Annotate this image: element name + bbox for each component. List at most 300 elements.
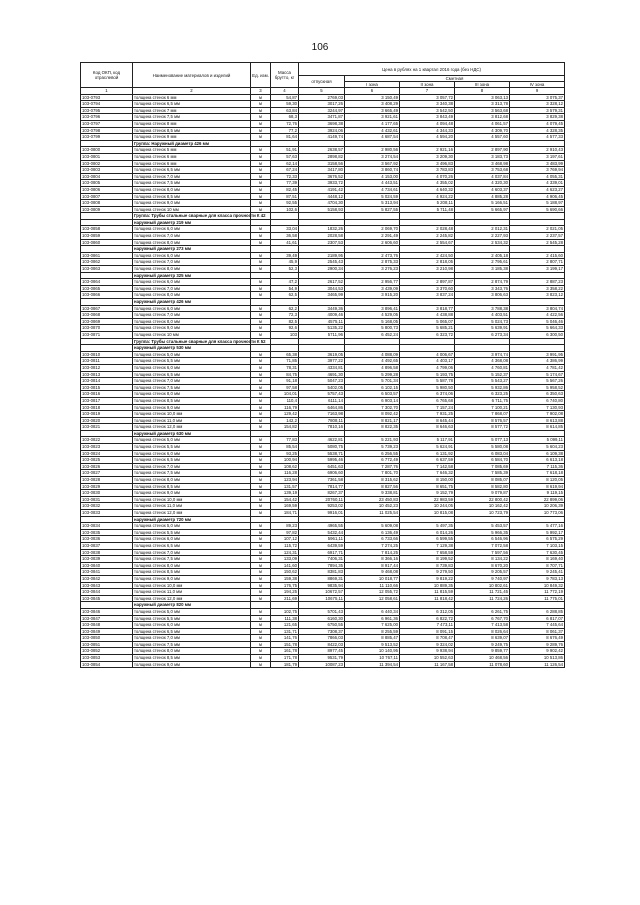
table-row xyxy=(81,523,565,530)
table-row xyxy=(81,648,565,655)
cell-otp: 5080,75 xyxy=(299,444,345,451)
cell-unit: м xyxy=(251,200,271,207)
cell-mass: 91,18 xyxy=(271,378,299,385)
cell-otp: 10087,23 xyxy=(299,661,345,668)
cell-zone-2: 3 818,77 xyxy=(400,305,455,312)
cell-code: 103-0817 xyxy=(81,397,133,404)
cell-zone-2: 2 921,16 xyxy=(400,147,455,154)
group-empty-cell xyxy=(400,219,455,226)
cell-zone-4: 4 328,35 xyxy=(510,127,565,134)
group-empty-cell xyxy=(345,338,400,345)
cell-zone-2: 4 438,88 xyxy=(400,312,455,319)
group-empty-cell xyxy=(455,602,510,609)
column-index-row xyxy=(81,88,565,95)
cell-otp: 7866,03 xyxy=(299,635,345,642)
cell-code: 103-0806 xyxy=(81,186,133,193)
cell-zone-1: 6 733,66 xyxy=(345,536,400,543)
cell-name: толщина стенок 6,0 мм xyxy=(133,279,251,286)
cell-zone-3: 5 166,51 xyxy=(455,200,510,207)
cell-unit: м xyxy=(251,292,271,299)
cell-zone-2: 5 065,07 xyxy=(400,318,455,325)
cell-name: толщина стенок 9,0 мм xyxy=(133,325,251,332)
group-row xyxy=(81,219,565,226)
cell-zone-4: 5 958,52 xyxy=(510,384,565,391)
cell-mass: 184,71 xyxy=(271,510,299,517)
group-empty-cell xyxy=(400,345,455,352)
group-empty-cell xyxy=(400,213,455,220)
cell-zone-4: 4 577,33 xyxy=(510,134,565,141)
table-row xyxy=(81,615,565,622)
group-empty-cell xyxy=(400,299,455,306)
cell-code: 103-0840 xyxy=(81,562,133,569)
cell-zone-1: 4 687,54 xyxy=(345,134,400,141)
column-index: 8 xyxy=(455,88,510,95)
cell-unit: м xyxy=(251,391,271,398)
cell-zone-1: 7 814,25 xyxy=(345,549,400,556)
table-row xyxy=(81,569,565,576)
cell-zone-1: 4 529,05 xyxy=(345,312,400,319)
group-empty-cell xyxy=(345,299,400,306)
cell-mass: 108,62 xyxy=(271,463,299,470)
cell-code: 103-0831 xyxy=(81,496,133,503)
cell-zone-4: 4 339,01 xyxy=(510,180,565,187)
cell-otp: 4691,30 xyxy=(299,371,345,378)
cell-zone-4: 7 902,08 xyxy=(510,411,565,418)
cell-otp: 3676,52 xyxy=(299,173,345,180)
cell-name: толщина стенок 9,0 мм xyxy=(133,661,251,668)
table-row xyxy=(81,641,565,648)
column-index: 1 xyxy=(81,88,133,95)
cell-name: толщина стенок 6,5 мм xyxy=(133,371,251,378)
cell-otp: 8267,37 xyxy=(299,490,345,497)
table-row xyxy=(81,279,565,286)
cell-code: 103-0812 xyxy=(81,364,133,371)
cell-zone-3: 8 582,80 xyxy=(455,483,510,490)
cell-zone-3: 5 932,86 xyxy=(455,384,510,391)
cell-name: толщина стенок 7,0 мм xyxy=(133,312,251,319)
cell-mass: 121,65 xyxy=(271,622,299,629)
cell-unit: м xyxy=(251,239,271,246)
cell-code: 103-0862 xyxy=(81,259,133,266)
cell-name: толщина стенок 8,0 мм xyxy=(133,266,251,273)
cell-name: толщина стенок 5,0 мм xyxy=(133,437,251,444)
cell-name: толщина стенок 10,0 мм xyxy=(133,411,251,418)
cell-name: толщина стенок 8,5 мм xyxy=(133,127,251,134)
cell-name: толщина стенок 11,0 мм xyxy=(133,417,251,424)
cell-otp: 7814,77 xyxy=(299,483,345,490)
cell-zone-3: 5 077,13 xyxy=(455,437,510,444)
cell-code: 103-0825 xyxy=(81,457,133,464)
cell-zone-3: 2 227,93 xyxy=(455,233,510,240)
group-row xyxy=(81,516,565,523)
cell-zone-3: 10 802,61 xyxy=(455,582,510,589)
group-row xyxy=(81,299,565,306)
cell-zone-2: 6 374,06 xyxy=(400,391,455,398)
group-title: наружный диаметр 273 мм xyxy=(133,246,251,253)
group-empty-cell xyxy=(510,516,565,523)
table-row xyxy=(81,312,565,319)
cell-zone-2: 6 323,72 xyxy=(400,331,455,338)
table-row xyxy=(81,318,565,325)
group-empty-cell xyxy=(455,246,510,253)
group-row xyxy=(81,602,565,609)
cell-zone-3: 3 468,98 xyxy=(455,160,510,167)
cell-code: 103-0815 xyxy=(81,384,133,391)
cell-mass: 89,23 xyxy=(271,523,299,530)
column-index: 4 xyxy=(271,88,299,95)
table-row xyxy=(81,655,565,662)
group-empty-cell xyxy=(81,430,133,437)
cell-mass: 78,31 xyxy=(271,364,299,371)
cell-otp: 5158,93 xyxy=(299,206,345,213)
cell-mass: 82,5 xyxy=(271,318,299,325)
cell-unit: м xyxy=(251,226,271,233)
cell-unit: м xyxy=(251,358,271,365)
cell-mass: 93,25 xyxy=(271,450,299,457)
table-row xyxy=(81,411,565,418)
cell-zone-4: 6 575,29 xyxy=(510,536,565,543)
cell-unit: м xyxy=(251,266,271,273)
cell-unit: м xyxy=(251,384,271,391)
cell-mass: 141,76 xyxy=(271,635,299,642)
cell-otp: 2900,34 xyxy=(299,266,345,273)
cell-unit: м xyxy=(251,582,271,589)
cell-zone-4: 5 099,11 xyxy=(510,437,565,444)
cell-code: 103-0871 xyxy=(81,331,133,338)
cell-otp: 4622,81 xyxy=(299,437,345,444)
cell-zone-3: 7 085,69 xyxy=(455,463,510,470)
cell-mass: 71,85 xyxy=(271,358,299,365)
cell-zone-4: 5 046,46 xyxy=(510,318,565,325)
table-row xyxy=(81,437,565,444)
cell-code: 103-0826 xyxy=(81,463,133,470)
cell-name: толщина стенок 10 мм xyxy=(133,206,251,213)
cell-zone-4: 22 899,06 xyxy=(510,496,565,503)
header-zone-3: III зона xyxy=(455,82,510,88)
cell-zone-2: 11 815,59 xyxy=(400,589,455,596)
header-zone-2: II зона xyxy=(400,82,455,88)
cell-zone-2: 8 646,63 xyxy=(400,424,455,431)
cell-zone-3: 3 812,68 xyxy=(455,114,510,121)
cell-mass: 169,59 xyxy=(271,503,299,510)
table-row xyxy=(81,120,565,127)
cell-unit: м xyxy=(251,233,271,240)
group-empty-cell xyxy=(299,213,345,220)
cell-name: толщина стенок 6,5 мм xyxy=(133,542,251,549)
group-empty-cell xyxy=(299,338,345,345)
cell-zone-3: 3 563,68 xyxy=(455,107,510,114)
group-empty-cell xyxy=(345,602,400,609)
cell-zone-4: 6 613,18 xyxy=(510,457,565,464)
cell-name: толщина стенок 9 мм xyxy=(133,134,251,141)
cell-zone-3: 9 205,57 xyxy=(455,569,510,576)
cell-zone-3: 4 885,28 xyxy=(455,193,510,200)
group-row xyxy=(81,272,565,279)
cell-zone-1: 2 980,56 xyxy=(345,147,400,154)
cell-code: 103-0851 xyxy=(81,641,133,648)
group-empty-cell xyxy=(510,602,565,609)
cell-name: толщина стенок 6,0 мм xyxy=(133,226,251,233)
group-empty-cell xyxy=(81,345,133,352)
cell-zone-2: 8 091,15 xyxy=(400,628,455,635)
cell-name: толщина стенок 6,5 мм xyxy=(133,167,251,174)
group-row xyxy=(81,345,565,352)
table-row xyxy=(81,496,565,503)
cell-zone-4: 6 288,85 xyxy=(510,608,565,615)
table-row xyxy=(81,483,565,490)
cell-code: 103-0861 xyxy=(81,252,133,259)
cell-zone-3: 11 724,26 xyxy=(455,595,510,602)
cell-name: толщина стенок 5 мм xyxy=(133,147,251,154)
group-title: Группа: Трубы стальные сварные для класса прочности К 52 xyxy=(134,338,266,344)
cell-mass: 92,6 xyxy=(271,325,299,332)
cell-mass: 211,69 xyxy=(271,595,299,602)
cell-otp: 3465,99 xyxy=(299,292,345,299)
cell-zone-1: 3 915,20 xyxy=(345,292,400,299)
cell-name: толщина стенок 8,0 мм xyxy=(133,292,251,299)
cell-mass: 63,84 xyxy=(271,107,299,114)
cell-zone-4: 4 422,56 xyxy=(510,312,565,319)
cell-mass: 45,9 xyxy=(271,259,299,266)
cell-name: толщина стенок 7,5 мм xyxy=(133,556,251,563)
table-row xyxy=(81,94,565,101)
cell-mass: 41,61 xyxy=(271,239,299,246)
cell-zone-4: 2 237,57 xyxy=(510,233,565,240)
group-empty-cell xyxy=(81,272,133,279)
cell-zone-3: 4 557,60 xyxy=(455,134,510,141)
cell-zone-1: 7 801,70 xyxy=(345,470,400,477)
cell-name: толщина стенок 8,0 мм xyxy=(133,562,251,569)
cell-zone-3: 4 760,81 xyxy=(455,364,510,371)
cell-mass: 62,14 xyxy=(271,160,299,167)
group-empty-cell xyxy=(455,213,510,220)
group-empty-cell xyxy=(345,272,400,279)
cell-zone-2: 2 245,82 xyxy=(400,233,455,240)
cell-name: толщина стенок 6,5 мм xyxy=(133,628,251,635)
cell-otp: 6464,86 xyxy=(299,404,345,411)
cell-code: 103-0798 xyxy=(81,127,133,134)
cell-zone-2: 8 651,75 xyxy=(400,483,455,490)
cell-zone-2: 3 340,38 xyxy=(400,101,455,108)
cell-name: толщина стенок 9,0 мм xyxy=(133,490,251,497)
column-index: 5 xyxy=(299,88,345,95)
group-empty-cell xyxy=(299,219,345,226)
table-row xyxy=(81,153,565,160)
table-row xyxy=(81,575,565,582)
cell-name: толщина стенок 6 мм xyxy=(133,153,251,160)
table-row xyxy=(81,292,565,299)
group-empty-cell xyxy=(81,602,133,609)
cell-otp: 2617,52 xyxy=(299,279,345,286)
cell-zone-1: 2 875,33 xyxy=(345,259,400,266)
cell-unit: м xyxy=(251,305,271,312)
cell-zone-4: 7 445,64 xyxy=(510,622,565,629)
cell-zone-1: 3 276,23 xyxy=(345,266,400,273)
cell-otp: 8422,03 xyxy=(299,641,345,648)
table-row xyxy=(81,457,565,464)
cell-mass: 102,75 xyxy=(271,608,299,615)
group-row xyxy=(81,246,565,253)
cell-code: 103-0803 xyxy=(81,167,133,174)
cell-code: 103-0835 xyxy=(81,529,133,536)
cell-unit: м xyxy=(251,397,271,404)
cell-unit: м xyxy=(251,536,271,543)
cell-zone-4: 3 579,31 xyxy=(510,107,565,114)
cell-unit: м xyxy=(251,437,271,444)
cell-zone-4: 4 386,99 xyxy=(510,358,565,365)
cell-unit: м xyxy=(251,364,271,371)
cell-otp: 2638,57 xyxy=(299,147,345,154)
cell-unit: м xyxy=(251,503,271,510)
cell-unit: м xyxy=(251,510,271,517)
cell-unit: м xyxy=(251,351,271,358)
cell-zone-2: 10 889,35 xyxy=(400,582,455,589)
cell-zone-4: 3 804,74 xyxy=(510,305,565,312)
table-row xyxy=(81,134,565,141)
cell-zone-3: 3 343,76 xyxy=(455,285,510,292)
cell-unit: м xyxy=(251,450,271,457)
cell-mass: 111,38 xyxy=(271,615,299,622)
cell-unit: м xyxy=(251,107,271,114)
cell-zone-1: 9 338,81 xyxy=(345,490,400,497)
cell-zone-2: 11 167,58 xyxy=(400,661,455,668)
cell-zone-2: 6 312,05 xyxy=(400,608,455,615)
cell-zone-4: 8 619,94 xyxy=(510,483,565,490)
cell-code: 103-0852 xyxy=(81,648,133,655)
cell-otp: 5757,43 xyxy=(299,391,345,398)
cell-code: 103-0864 xyxy=(81,279,133,286)
cell-zone-4: 3 358,22 xyxy=(510,285,565,292)
table-row xyxy=(81,364,565,371)
cell-zone-1: 5 800,73 xyxy=(345,325,400,332)
cell-zone-4: 8 614,85 xyxy=(510,424,565,431)
cell-unit: м xyxy=(251,101,271,108)
cell-zone-2: 6 765,68 xyxy=(400,397,455,404)
cell-mass: 100,94 xyxy=(271,457,299,464)
table-row xyxy=(81,622,565,629)
cell-code: 103-0805 xyxy=(81,180,133,187)
cell-zone-2: 3 843,49 xyxy=(400,114,455,121)
cell-zone-2: 2 424,50 xyxy=(400,252,455,259)
group-empty-cell xyxy=(271,516,299,523)
cell-otp: 10672,57 xyxy=(299,589,345,596)
group-empty-cell xyxy=(400,246,455,253)
cell-zone-2: 7 646,32 xyxy=(400,470,455,477)
cell-code: 103-0832 xyxy=(81,503,133,510)
cell-otp: 4149,74 xyxy=(299,134,345,141)
table-row xyxy=(81,424,565,431)
cell-zone-4: 9 902,42 xyxy=(510,648,565,655)
cell-mass: 47,2 xyxy=(271,279,299,286)
cell-zone-4: 2 545,28 xyxy=(510,239,565,246)
cell-zone-3: 8 639,07 xyxy=(455,635,510,642)
cell-unit: м xyxy=(251,193,271,200)
cell-code: 103-0801 xyxy=(81,153,133,160)
group-empty-cell xyxy=(81,213,133,220)
cell-code: 103-0824 xyxy=(81,450,133,457)
cell-unit: м xyxy=(251,378,271,385)
cell-name: толщина стенок 10 мм xyxy=(133,331,251,338)
table-row xyxy=(81,635,565,642)
cell-zone-3: 3 185,38 xyxy=(455,266,510,273)
cell-zone-2: 2 818,05 xyxy=(400,259,455,266)
cell-zone-1: 7 274,25 xyxy=(345,542,400,549)
cell-zone-3: 7 585,39 xyxy=(455,470,510,477)
group-empty-cell xyxy=(510,338,565,345)
cell-mass: 54,9 xyxy=(271,285,299,292)
cell-zone-1: 10 452,23 xyxy=(345,503,400,510)
cell-name: толщина стенок 8 мм xyxy=(133,120,251,127)
cell-zone-4: 2 807,71 xyxy=(510,259,565,266)
cell-mass: 84,75 xyxy=(271,371,299,378)
group-empty-cell xyxy=(81,299,133,306)
cell-zone-4: 6 300,50 xyxy=(510,331,565,338)
cell-zone-3: 6 273,34 xyxy=(455,331,510,338)
cell-otp: 7808,11 xyxy=(299,417,345,424)
cell-otp: 10675,11 xyxy=(299,595,345,602)
table-row xyxy=(81,147,565,154)
cell-name: толщина стенок 5,5 мм xyxy=(133,529,251,536)
cell-code: 103-0868 xyxy=(81,312,133,319)
cell-zone-4: 3 199,17 xyxy=(510,266,565,273)
cell-name: толщина стенок 8,5 мм xyxy=(133,397,251,404)
group-empty-cell xyxy=(510,299,565,306)
cell-unit: м xyxy=(251,94,271,101)
cell-code: 103-0854 xyxy=(81,661,133,668)
cell-code: 103-0804 xyxy=(81,173,133,180)
cell-zone-3: 6 323,25 xyxy=(455,391,510,398)
cell-name: толщина стенок 6,0 мм xyxy=(133,364,251,371)
cell-mass: 103 xyxy=(271,331,299,338)
cell-zone-2: 4 094,48 xyxy=(400,120,455,127)
cell-mass: 161,78 xyxy=(271,648,299,655)
cell-unit: м xyxy=(251,285,271,292)
cell-zone-3: 8 026,64 xyxy=(455,628,510,635)
cell-unit: м xyxy=(251,628,271,635)
cell-unit: м xyxy=(251,167,271,174)
cell-otp: 5402,05 xyxy=(299,384,345,391)
cell-mass: 131,57 xyxy=(271,483,299,490)
group-empty-cell xyxy=(271,213,299,220)
cell-zone-2: 9 152,79 xyxy=(400,490,455,497)
cell-zone-1: 8 315,62 xyxy=(345,477,400,484)
cell-zone-1: 5 739,23 xyxy=(345,444,400,451)
group-empty-cell xyxy=(345,430,400,437)
cell-zone-3: 5 152,37 xyxy=(455,371,510,378)
cell-name: толщина стенок 7,0 мм xyxy=(133,635,251,642)
cell-mass: 154,42 xyxy=(271,496,299,503)
table-row xyxy=(81,160,565,167)
cell-zone-4: 11 772,19 xyxy=(510,589,565,596)
group-empty-cell xyxy=(345,219,400,226)
cell-name: толщина стенок 9,0 мм xyxy=(133,575,251,582)
cell-otp: 20760,11 xyxy=(299,496,345,503)
cell-zone-1: 5 827,55 xyxy=(345,206,400,213)
table-row xyxy=(81,351,565,358)
cell-zone-4: 4 079,45 xyxy=(510,120,565,127)
cell-otp: 2769,03 xyxy=(299,94,345,101)
cell-unit: м xyxy=(251,641,271,648)
cell-mass: 85,54 xyxy=(271,444,299,451)
cell-zone-1: 10 767,11 xyxy=(345,655,400,662)
cell-zone-2: 5 208,11 xyxy=(400,200,455,207)
cell-zone-3: 11 078,60 xyxy=(455,661,510,668)
cell-zone-3: 6 261,75 xyxy=(455,608,510,615)
table-row xyxy=(81,608,565,615)
cell-otp: 4191,42 xyxy=(299,186,345,193)
cell-code: 103-0846 xyxy=(81,608,133,615)
cell-name: толщина стенок 7,0 мм xyxy=(133,259,251,266)
